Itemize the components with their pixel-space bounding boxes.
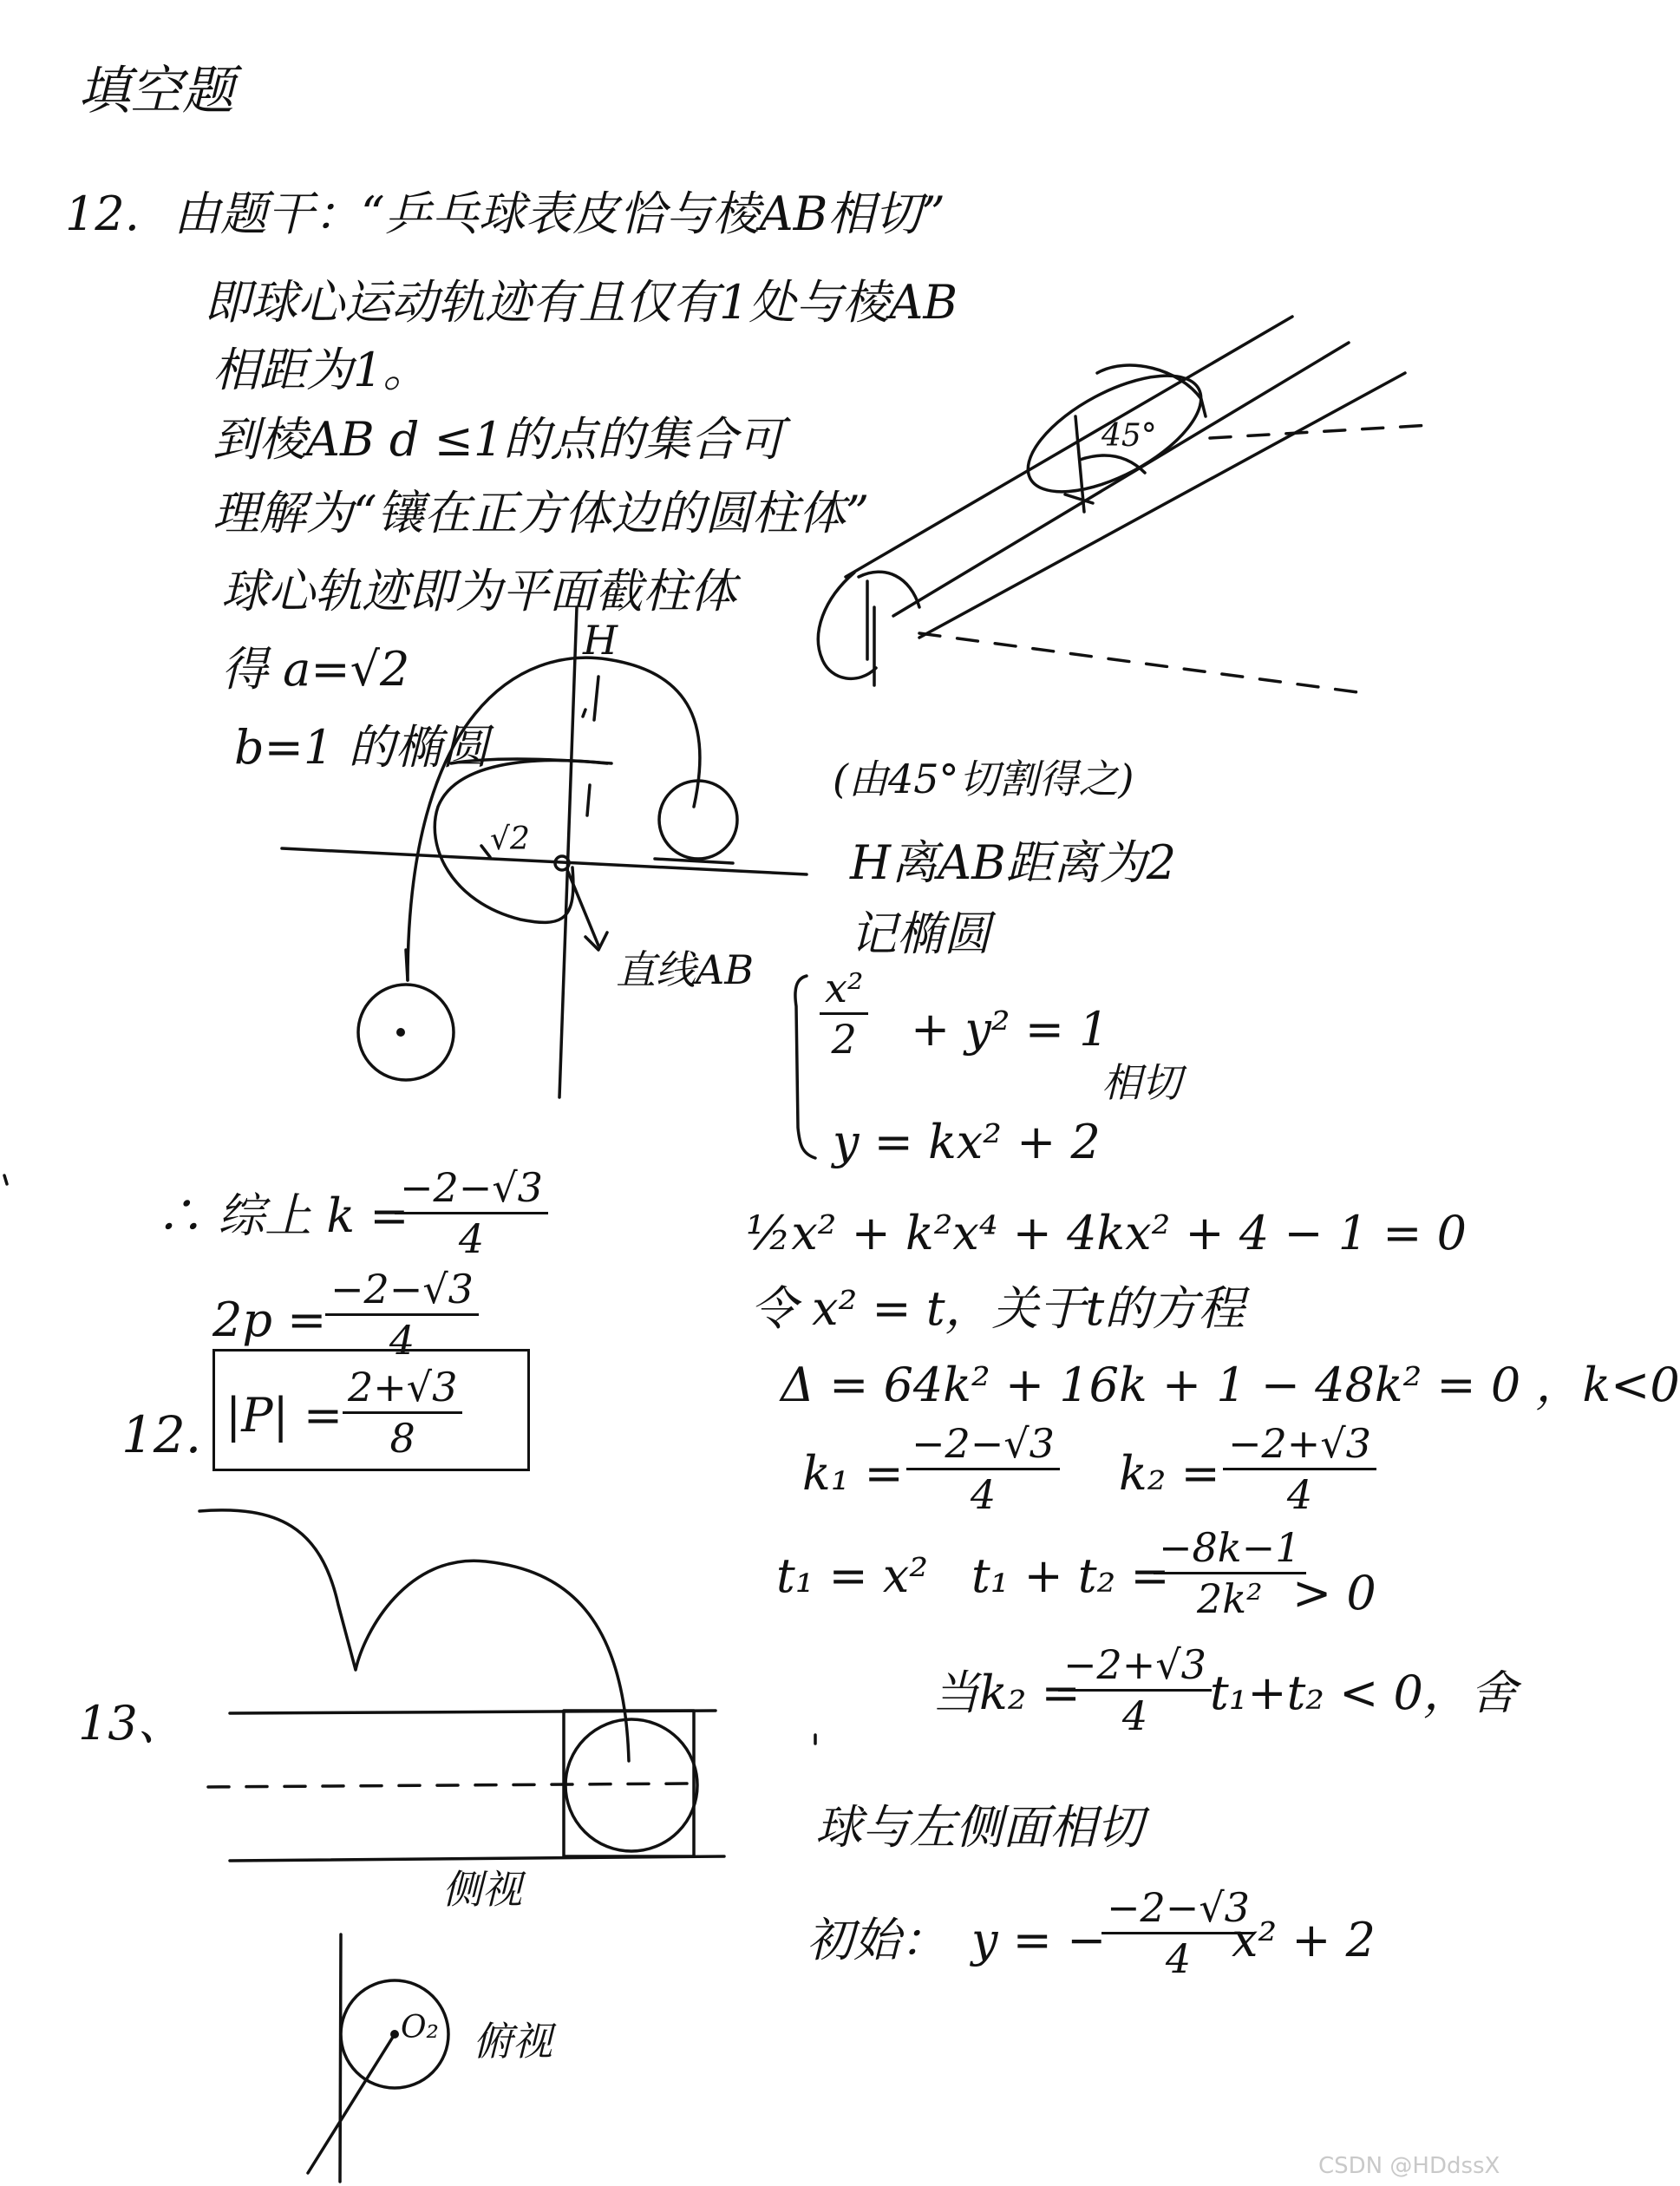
when-k2-fraction — [1058, 1641, 1212, 1740]
ellipse-eq-fraction — [820, 965, 868, 1064]
t-sum-tail: > 0 — [1292, 1566, 1376, 1620]
derivation-line-3: Δ = 64k² + 16k + 1 − 48k² = 0 ，k<0 — [781, 1358, 1680, 1412]
when-k2-numerator: −2+√3 — [1058, 1644, 1212, 1692]
k1-denominator: 4 — [970, 1471, 997, 1519]
derivation-line-2: 令 x² = t，关于t的方程 — [750, 1281, 1245, 1336]
trajectory-arc-stem — [406, 950, 408, 980]
note-h-distance: H离AB距离为2 — [850, 835, 1177, 890]
k1-numerator: −2−√3 — [906, 1423, 1060, 1470]
answer-number: 12. — [121, 1405, 202, 1464]
ellipse-eq-rest: + y² = 1 — [911, 1002, 1109, 1057]
tangent-label: 相切 — [1101, 1059, 1181, 1106]
reasoning-line-4: 理解为“镶在正方体边的圆柱体” — [212, 486, 870, 540]
ellipse-eq-numerator: x² — [820, 967, 868, 1015]
k2-label: k₂ = — [1119, 1446, 1220, 1501]
note-cut-origin: (由45°切割得之) — [833, 756, 1134, 802]
answer-fraction — [343, 1364, 462, 1463]
k1-fraction — [906, 1420, 1060, 1519]
top-view-label: 俯视 — [473, 2018, 552, 2065]
system-brace — [795, 976, 815, 1158]
summary-label: ∴ 综上 k = — [156, 1188, 409, 1243]
dashed-line-lower — [919, 633, 1370, 694]
reasoning-line-5: 球心轨迹即为平面截柱体 — [221, 564, 736, 618]
note-ellipse: 记椭圆 — [850, 906, 990, 961]
vertical-axis — [559, 607, 577, 1097]
ball-circle-left — [358, 985, 454, 1080]
twop-denominator: 4 — [389, 1317, 415, 1365]
top-view-diagonal — [308, 2034, 395, 2173]
twop-label: 2p = — [212, 1293, 327, 1347]
cut-top-arc — [1097, 365, 1206, 416]
k2-fraction — [1223, 1420, 1376, 1519]
summary-fraction — [395, 1164, 548, 1263]
summary-denominator: 4 — [458, 1215, 485, 1263]
initial-numerator: −2−√3 — [1101, 1887, 1255, 1934]
reasoning-line-2: 相距为1。 — [212, 343, 430, 397]
cylinder-edge-1 — [846, 317, 1292, 577]
reasoning-line-6: 得 a=√2 — [221, 642, 410, 697]
answer-denominator: 8 — [389, 1415, 415, 1463]
trajectory-arc-top — [408, 658, 700, 980]
answer-numerator: 2+√3 — [343, 1366, 462, 1414]
cylinder-edge-3 — [919, 373, 1405, 638]
initial-label: 初始： — [807, 1913, 947, 1967]
ellipse-eq-denominator: 2 — [831, 1016, 857, 1064]
initial-eq-prefix: y = − — [971, 1913, 1107, 1967]
k1-label: k₁ = — [802, 1446, 904, 1501]
side-view-label: 侧视 — [442, 1866, 522, 1913]
problem-12-number: 12. — [65, 187, 140, 241]
top-view-axis — [340, 1934, 341, 2182]
page-heading: 填空题 — [78, 61, 234, 121]
h-label: H — [583, 617, 618, 664]
tangent-left-face-text: 球与左侧面相切 — [815, 1800, 1143, 1855]
initial-denominator: 4 — [1165, 1935, 1192, 1983]
k2-numerator: −2+√3 — [1223, 1423, 1376, 1470]
problem-13-number: 13、 — [78, 1696, 185, 1751]
angle-label: 45° — [1101, 418, 1157, 454]
reasoning-line-7: b=1 的椭圆 — [234, 720, 489, 775]
ball-center-left — [396, 1028, 405, 1037]
sqrt2-label: √2 — [490, 821, 530, 857]
cylinder-cut-diagram — [818, 317, 1431, 694]
side-view-dashed-line — [208, 1783, 694, 1787]
when-k2-tail: t₁+t₂ < 0，舍 — [1210, 1666, 1517, 1720]
parabola-eq: y = kx² + 2 — [833, 1115, 1101, 1169]
t-sum-denominator: 2k² — [1196, 1575, 1263, 1623]
twop-numerator: −2−√3 — [325, 1268, 479, 1316]
csdn-watermark: CSDN @HDdssX — [1318, 2153, 1500, 2179]
summary-numerator: −2−√3 — [395, 1167, 548, 1214]
sqrt2-tick — [481, 846, 490, 857]
k2-denominator: 4 — [1286, 1471, 1313, 1519]
ball-baseline — [655, 859, 733, 863]
t-sum-fraction — [1154, 1524, 1306, 1623]
top-view-diagram — [308, 1934, 448, 2182]
line-ab-pointer — [568, 872, 598, 946]
derivation-line-1: ½x² + k²x⁴ + 4kx² + 4 − 1 = 0 — [746, 1206, 1468, 1260]
axis-tick-marks — [583, 677, 598, 815]
initial-eq-suffix: x² + 2 — [1232, 1913, 1376, 1967]
side-view-diagram — [199, 1510, 724, 1861]
o2-label: O₂ — [401, 2010, 439, 2045]
t1-definition: t₁ = x² — [776, 1548, 929, 1603]
when-k2-denominator: 4 — [1121, 1692, 1148, 1740]
t-sum-label: t₁ + t₂ = — [971, 1548, 1170, 1603]
line-ab-label: 直线AB — [616, 946, 755, 993]
reasoning-line-3: 到棱AB d ≤1的点的集合可 — [212, 412, 785, 467]
reasoning-line-1: 即球心运动轨迹有且仅有1处与棱AB — [204, 275, 958, 330]
twop-fraction — [325, 1266, 479, 1365]
t-sum-numerator: −8k−1 — [1154, 1527, 1306, 1574]
dashed-line-upper — [1210, 425, 1431, 438]
cylinder-end-vertical — [867, 581, 874, 685]
problem-12-intro: 由题干：“乒乓球表皮恰与棱AB相切” — [173, 187, 945, 241]
answer-label: |P| = — [226, 1388, 343, 1443]
when-k2-label: 当k₂ = — [932, 1666, 1081, 1720]
